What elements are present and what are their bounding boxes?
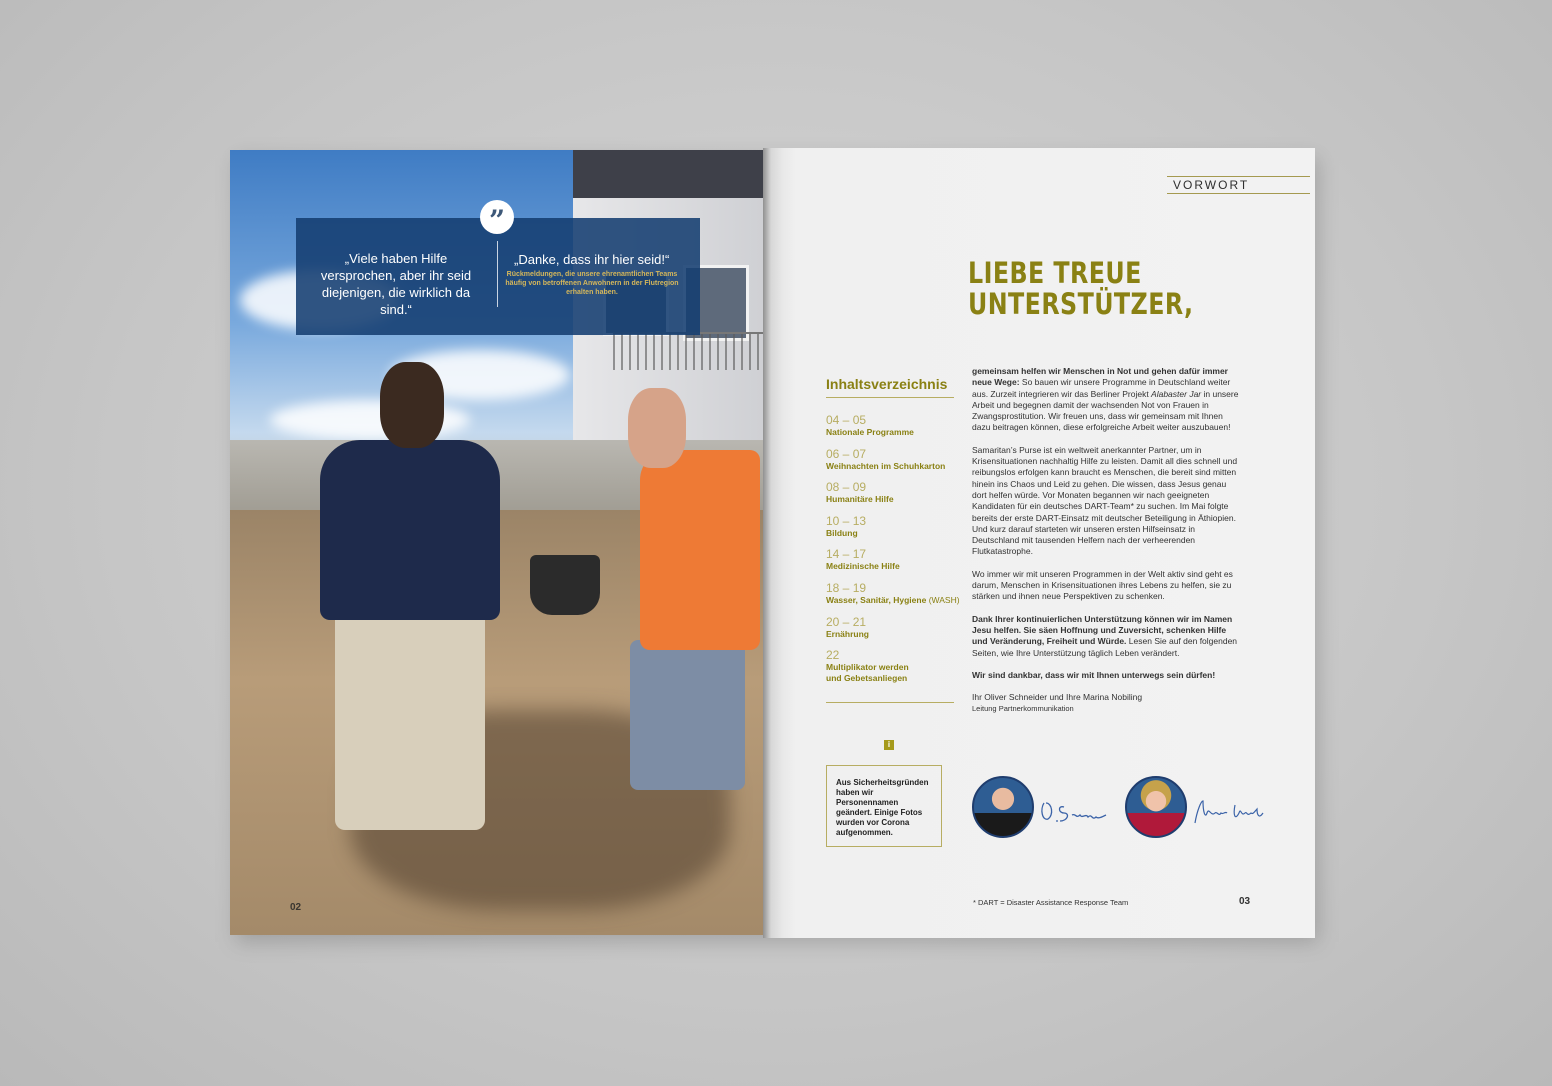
toc-item[interactable] (826, 515, 976, 549)
left-page-photo (230, 150, 763, 935)
headline (968, 258, 1230, 320)
headline-line1: LIEBE TREUE (968, 256, 1142, 290)
portrait-marina-nobiling (1125, 776, 1187, 838)
body-p1-text-a: So bauen wir unsere Programme in Deutschland weiter aus. Zurzeit integrieren wir das Berliner Projekt (972, 377, 1231, 399)
toc-pages: 20 – 21 (826, 614, 867, 629)
info-text: Aus Sicherheitsgründen haben wir Personennamen geändert. Einige Fotos wurden vor Corona aufgenommen. (836, 778, 929, 837)
mud-bucket (530, 555, 600, 615)
quote-box (296, 204, 700, 335)
quote-icon: ” (480, 200, 514, 234)
section-rule (1167, 176, 1310, 177)
toc-label: Weihnachten im Schuhkarton (826, 460, 946, 471)
footnote: * DART = Disaster Assistance Response Team (973, 898, 1129, 907)
spread-gutter (763, 148, 783, 938)
toc-item[interactable] (826, 582, 976, 616)
toc-pages: 10 – 13 (826, 513, 867, 528)
body-paragraph-1 (972, 366, 1240, 434)
body-p1-text-b: in unsere Arbeit und begegnen damit der wachsenden Not von Frauen in Zwangsprostitution. Wir freuen uns, dass wir gemeinsam mit Ihnen dazu beitragen können, diese erfolgreiche Arbeit weiter auszubauen! (972, 388, 1239, 433)
info-icon: i (884, 740, 894, 750)
body-p4-text: Lesen Sie auf den folgenden Seiten, wie Ihre Unterstützung täglich Leben verändert. (972, 636, 1238, 658)
toc-label-extra: (WASH) (926, 594, 960, 605)
left-page-number: 02 (290, 902, 302, 913)
toc-label-main: Wasser, Sanitär, Hygiene (826, 594, 927, 605)
toc-title: Inhaltsverzeichnis (826, 376, 948, 392)
body-text (972, 366, 1240, 715)
signoff-role: Leitung Partnerkommunikation (972, 704, 1074, 714)
toc-label: Multiplikator werden und Gebetsanliegen (826, 662, 909, 684)
toc-item[interactable] (826, 414, 976, 448)
worker-blue-pants (335, 610, 485, 830)
toc-rule (826, 702, 954, 703)
quote-left-text: „Viele haben Hilfe versprochen, aber ihr seid diejenigen, die wirklich da sind.“ (320, 251, 472, 317)
headline-line2: UNTERSTÜTZER, (968, 287, 1194, 321)
body-p1-bold: gemeinsam helfen wir Menschen in Not und gehen dafür immer neue Wege: (972, 366, 1228, 388)
body-paragraph-5: Wir sind dankbar, dass wir mit Ihnen unterwegs sein dürfen! (972, 669, 1216, 680)
worker-blue-shirt (320, 440, 500, 620)
balcony-railing (613, 332, 763, 370)
quote-right-subtitle: Rückmeldungen, die unsere ehrenamtlichen Teams häufig von betroffenen Anwohnern in der Flutregion erhalten haben. (505, 271, 679, 296)
toc-item[interactable] (826, 481, 976, 515)
quote-right-title: „Danke, dass ihr hier seid!“ (514, 252, 670, 267)
toc-item[interactable] (826, 649, 976, 683)
toc-label: Ernährung (826, 628, 869, 639)
toc-label (826, 595, 976, 606)
worker-orange-shirt (640, 450, 760, 650)
toc-pages: 18 – 19 (826, 580, 867, 595)
section-rule (1167, 193, 1310, 194)
toc-label: Medizinische Hilfe (826, 561, 900, 572)
worker-orange-head (628, 388, 686, 468)
toc-item[interactable] (826, 616, 976, 650)
body-p1-italic: Alabaster Jar (1151, 388, 1202, 399)
magazine-spread (230, 148, 1318, 938)
portrait-oliver-schneider (972, 776, 1034, 838)
signature-marina-nobiling (1191, 793, 1271, 829)
info-box (826, 765, 942, 847)
toc-rule (826, 397, 954, 398)
toc-label: Humanitäre Hilfe (826, 494, 894, 505)
worker-blue-head (380, 362, 444, 448)
body-paragraph-3: Wo immer wir mit unseren Programmen in der Welt aktiv sind geht es darum, Menschen in Krisensituationen ihres Lebens zu helfen, sie zu stärken und ihnen neue Perspektiven zu schenken. (972, 568, 1233, 602)
toc-list (826, 414, 976, 683)
body-p4-bold: Dank Ihrer kontinuierlichen Unterstützung können wir im Namen Jesu helfen. Sie säen Hoffnung und Zuversicht, schenken Hilfe und Veränderung, Freiheit und Würde. (972, 613, 1233, 647)
body-paragraph-4 (972, 614, 1240, 659)
worker-orange-pants (630, 640, 745, 790)
toc-pages: 14 – 17 (826, 547, 867, 562)
toc-label: Bildung (826, 527, 858, 538)
toc-pages: 08 – 09 (826, 480, 867, 495)
toc-pages: 22 (826, 648, 840, 663)
right-page (763, 148, 1315, 938)
signoff: Ihr Oliver Schneider und Ihre Marina Nobiling (972, 692, 1143, 703)
body-paragraph-2: Samaritan’s Purse ist ein weltweit anerkannter Partner, um in Krisensituationen nachhaltig Hilfe zu leisten. Damit all dies schnell und reibungslos erfolgen kann braucht es Menschen, die bereit sind mitten hinein ins Chaos und Leid zu gehen. Die wissen, dass Jesus genau dort helfen würde. Vor Monaten begannen wir nach geeigneten Kandidaten für ein deutsches DART-Team* zu suchen. Im Mai folgte bereits der erste DART-Einsatz mit deutscher Beteiligung in Äthiopien. Und kurz darauf starteten wir unseren ersten Hilfseinsatz in Deutschland mit tausenden Helfern nach der verheerenden Flutkatastrophe. (972, 444, 1238, 557)
toc-label: Nationale Programme (826, 427, 914, 437)
quote-divider (497, 241, 498, 307)
toc-item[interactable] (826, 548, 976, 582)
signature-oliver-schneider (1038, 793, 1118, 829)
section-label: VORWORT (1173, 178, 1250, 192)
right-page-number: 03 (1239, 896, 1251, 907)
toc-item[interactable] (826, 448, 976, 482)
toc-pages: 06 – 07 (826, 446, 867, 461)
building-roof (573, 150, 763, 198)
toc-pages: 04 – 05 (826, 413, 867, 427)
